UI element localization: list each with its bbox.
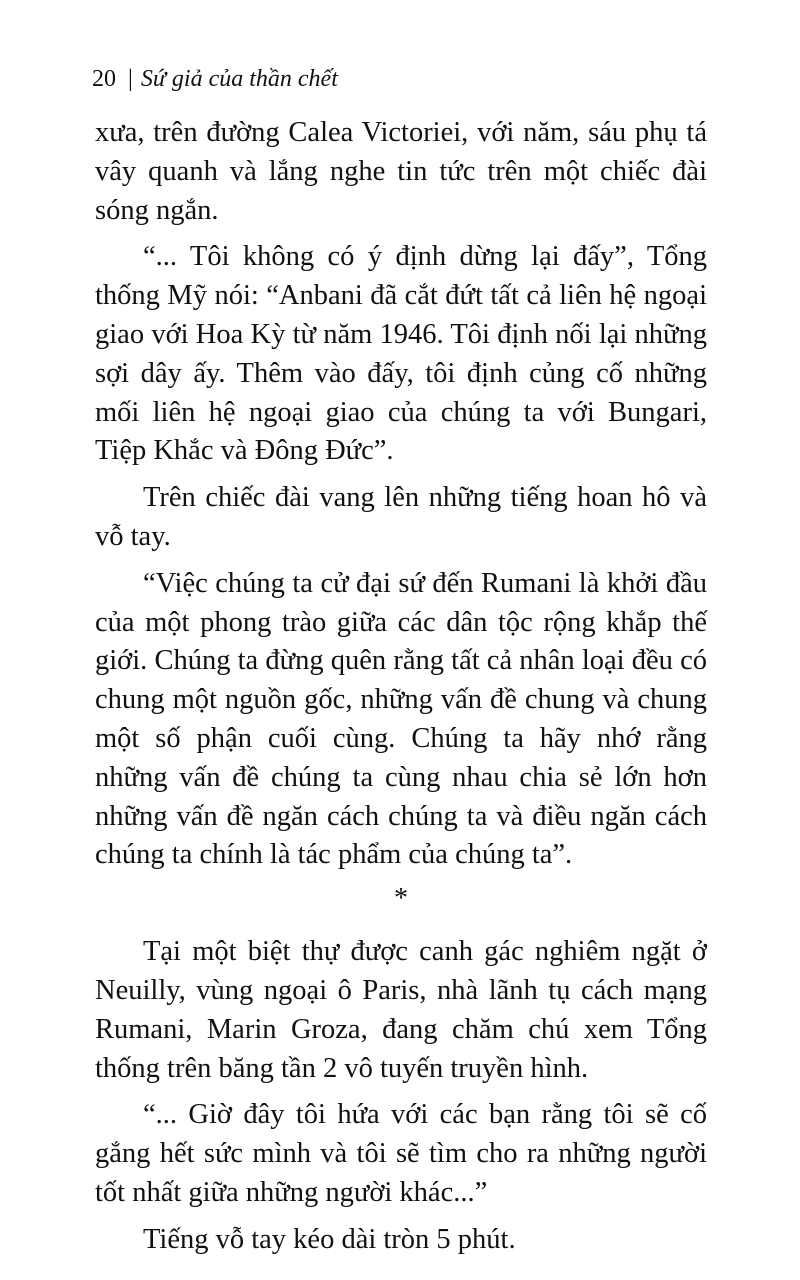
section-break: * bbox=[394, 883, 408, 915]
body-text bbox=[95, 114, 707, 1268]
paragraph-ambassador-quote: “Việc chúng ta cử đại sứ đến Rumani là khởi đầu của một phong trào giữa các dân tộc rộng khắp thế giới. Chúng ta đừng quên rằng tất cả nhân loại đều có chung một nguồn gốc, những vấn đề chung và chung một số phận cuối cùng. Chúng ta hãy nhớ rằng những vấn đề chúng ta cùng nhau chia sẻ lớn hơn những vấn đề ngăn cách chúng ta và điều ngăn cách chúng ta chính là tác phẩm của chúng ta”. bbox=[95, 567, 707, 871]
paragraph-applause-duration: Tiếng vỗ tay kéo dài tròn 5 phút. bbox=[143, 1223, 516, 1255]
header-separator: | bbox=[128, 66, 133, 92]
paragraph-promise-quote: “... Giờ đây tôi hứa với các bạn rằng tôi sẽ cố gắng hết sức mình và tôi sẽ tìm cho ra những người tốt nhất giữa những người khác...” bbox=[95, 1099, 707, 1208]
paragraph-radio-applause: Trên chiếc đài vang lên những tiếng hoan hô và vỗ tay. bbox=[95, 482, 707, 552]
paragraph-neuilly-villa: Tại một biệt thự được canh gác nghiêm ngặt ở Neuilly, vùng ngoại ô Paris, nhà lãnh tụ cách mạng Rumani, Marin Groza, đang chăm chú xem Tổng thống trên băng tần 2 vô tuyến truyền hình. bbox=[95, 936, 707, 1084]
page-number: 20 bbox=[92, 66, 116, 92]
paragraph-continuation: xưa, trên đường Calea Victoriei, với năm, sáu phụ tá vây quanh và lắng nghe tin tức trên một chiếc đài sóng ngắn. bbox=[95, 117, 707, 226]
book-title: Sứ giả của thần chết bbox=[140, 66, 338, 92]
paragraph-president-quote: “... Tôi không có ý định dừng lại đấy”, Tổng thống Mỹ nói: “Anbani đã cắt đứt tất cả liên hệ ngoại giao với Hoa Kỳ từ năm 1946. Tôi định nối lại những sợi dây ấy. Thêm vào đấy, tôi định củng cố những mối liên hệ ngoại giao của chúng ta với Bungari, Tiệp Khắc và Đông Đức”. bbox=[95, 241, 707, 467]
running-header bbox=[92, 64, 338, 94]
